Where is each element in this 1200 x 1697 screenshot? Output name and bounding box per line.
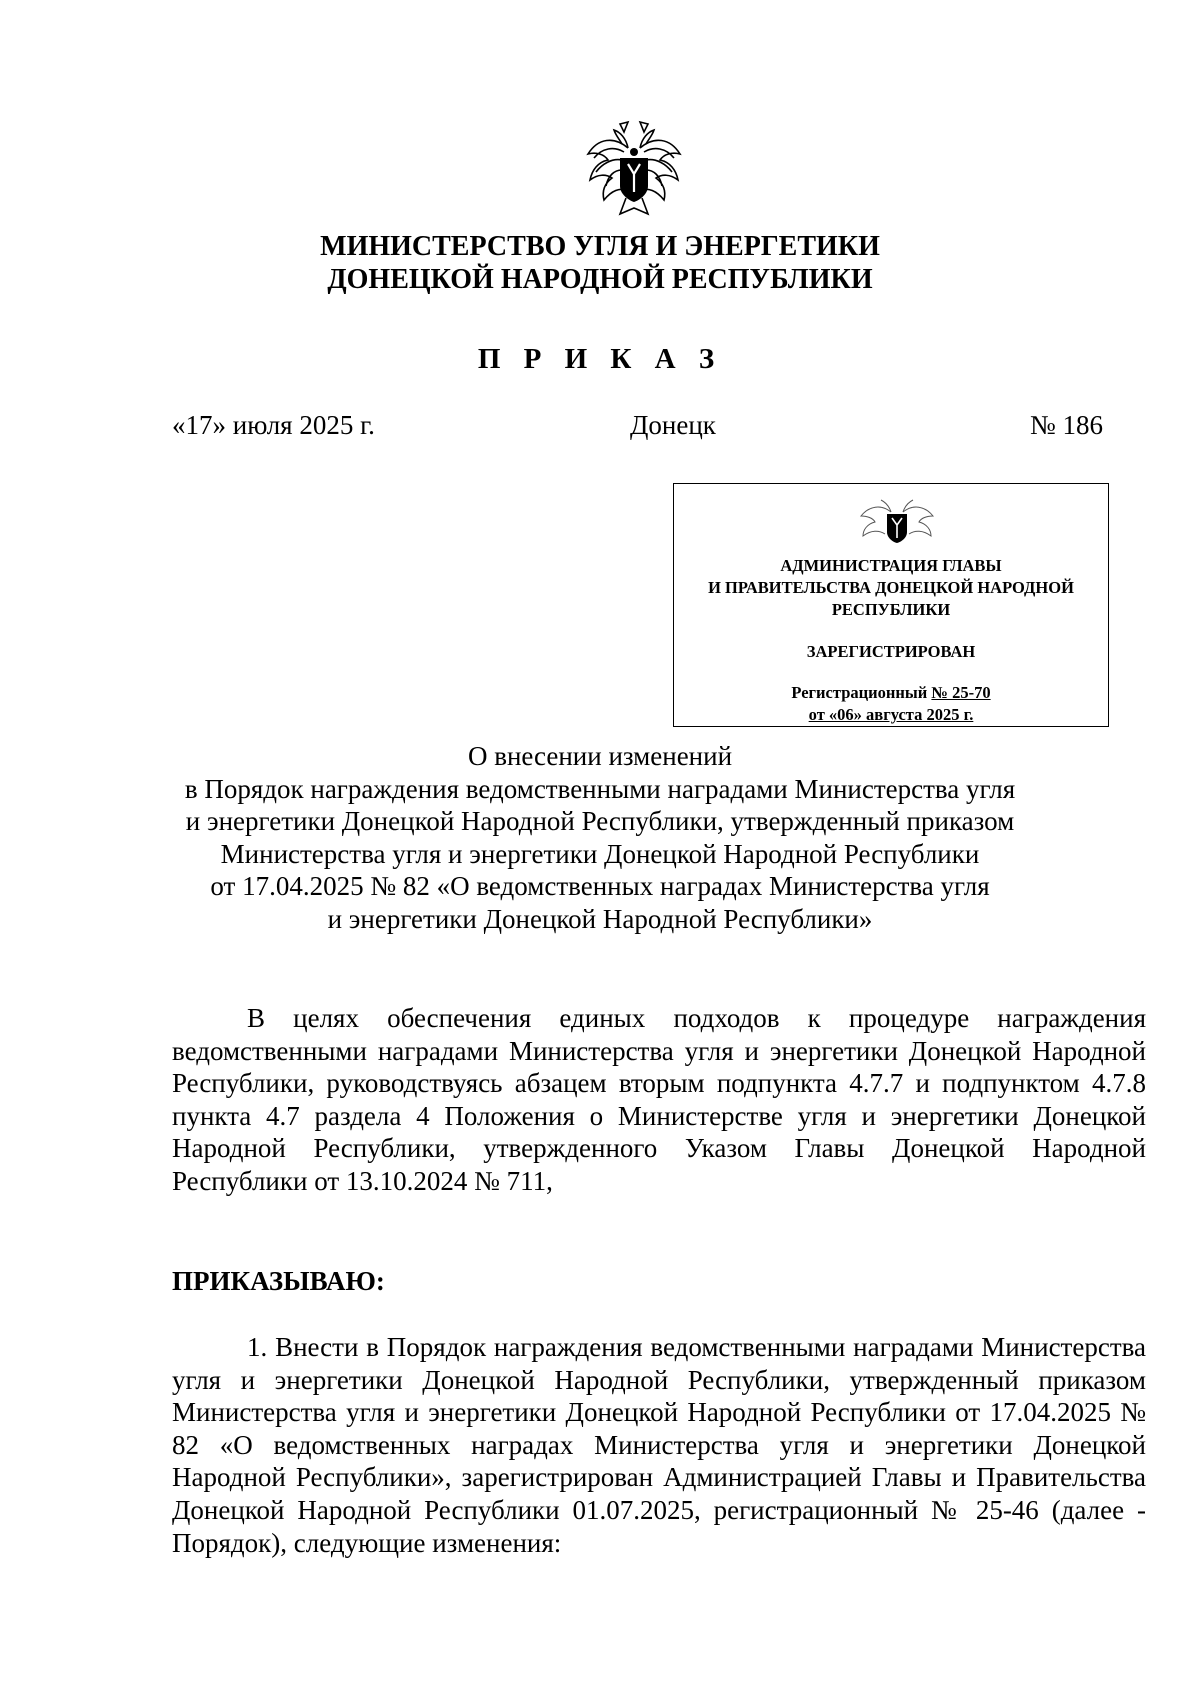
subject-line: Министерства угля и энергетики Донецкой Народной Республики — [220, 838, 980, 869]
subject-line: и энергетики Донецкой Народной Республики, утвержденный приказом — [185, 806, 1015, 836]
subject-line: и энергетики Донецкой Народной Республики» — [327, 903, 873, 934]
subject-line: от 17.04.2025 № 82 «О ведомственных наградах Министерства угля — [210, 871, 990, 901]
coat-of-arms-emblem — [584, 108, 684, 220]
order-date: «17» июля 2025 г. — [172, 410, 375, 440]
stamp-authority-line2: И ПРАВИТЕЛЬСТВА ДОНЕЦКОЙ НАРОДНОЙ — [708, 578, 1074, 597]
order-city: Донецк — [630, 410, 716, 440]
preamble-paragraph: В целях обеспечения единых подходов к процедуре награждения ведомственными наградами Министерства угля и энергетики Донецкой Народной Республики, руководствуясь абзацем вторым подпункта 4.7.7 и подпунктом 4.7.8 пункта 4.7 раздела 4 Положения о Министерстве угля и энергетики Донецкой Народной Республики, утвержденного Указом Главы Донецкой Народной Республики от 13.10.2024 № 711, — [172, 1003, 1146, 1196]
stamp-reg-number: № 25-70 — [931, 683, 991, 702]
subject-line: О внесении изменений — [467, 741, 733, 771]
document-type-title: П Р И К А З — [477, 343, 723, 375]
directive-heading: ПРИКАЗЫВАЮ: — [172, 1266, 385, 1296]
stamp-status: ЗАРЕГИСТРИРОВАН — [806, 642, 976, 661]
order-item-1: 1. Внести в Порядок награждения ведомственными наградами Министерства угля и энергетики Донецкой Народной Республики, утвержденный приказом Министерства угля и энергетики Донецкой Народной Республики от 17.04.2025 № 82 «О ведомственных наградах Министерства угля и энергетики Донецкой Народной Республики», зарегистрирован Администрацией Главы и Правительства Донецкой Народной Республики 01.07.2025, регистрационный № 25-46 (далее - Порядок), следующие изменения: — [172, 1332, 1146, 1558]
order-subject — [0, 740, 1200, 935]
stamp-authority-line3: РЕСПУБЛИКИ — [831, 600, 951, 619]
ministry-name-line1: МИНИСТЕРСТВО УГЛЯ И ЭНЕРГЕТИКИ — [320, 231, 880, 262]
stamp-authority-line1: АДМИНИСТРАЦИЯ ГЛАВЫ — [780, 556, 1002, 575]
order-number: № 186 — [1030, 410, 1104, 440]
stamp-reg-date: от «06» августа 2025 г. — [808, 705, 974, 724]
stamp-emblem-icon — [857, 494, 937, 546]
ministry-name-line2: ДОНЕЦКОЙ НАРОДНОЙ РЕСПУБЛИКИ — [327, 264, 873, 295]
registration-stamp — [673, 483, 1109, 727]
subject-line: в Порядок награждения ведомственными наградами Министерства угля — [184, 773, 1016, 804]
stamp-reg-label: Регистрационный — [791, 683, 932, 702]
